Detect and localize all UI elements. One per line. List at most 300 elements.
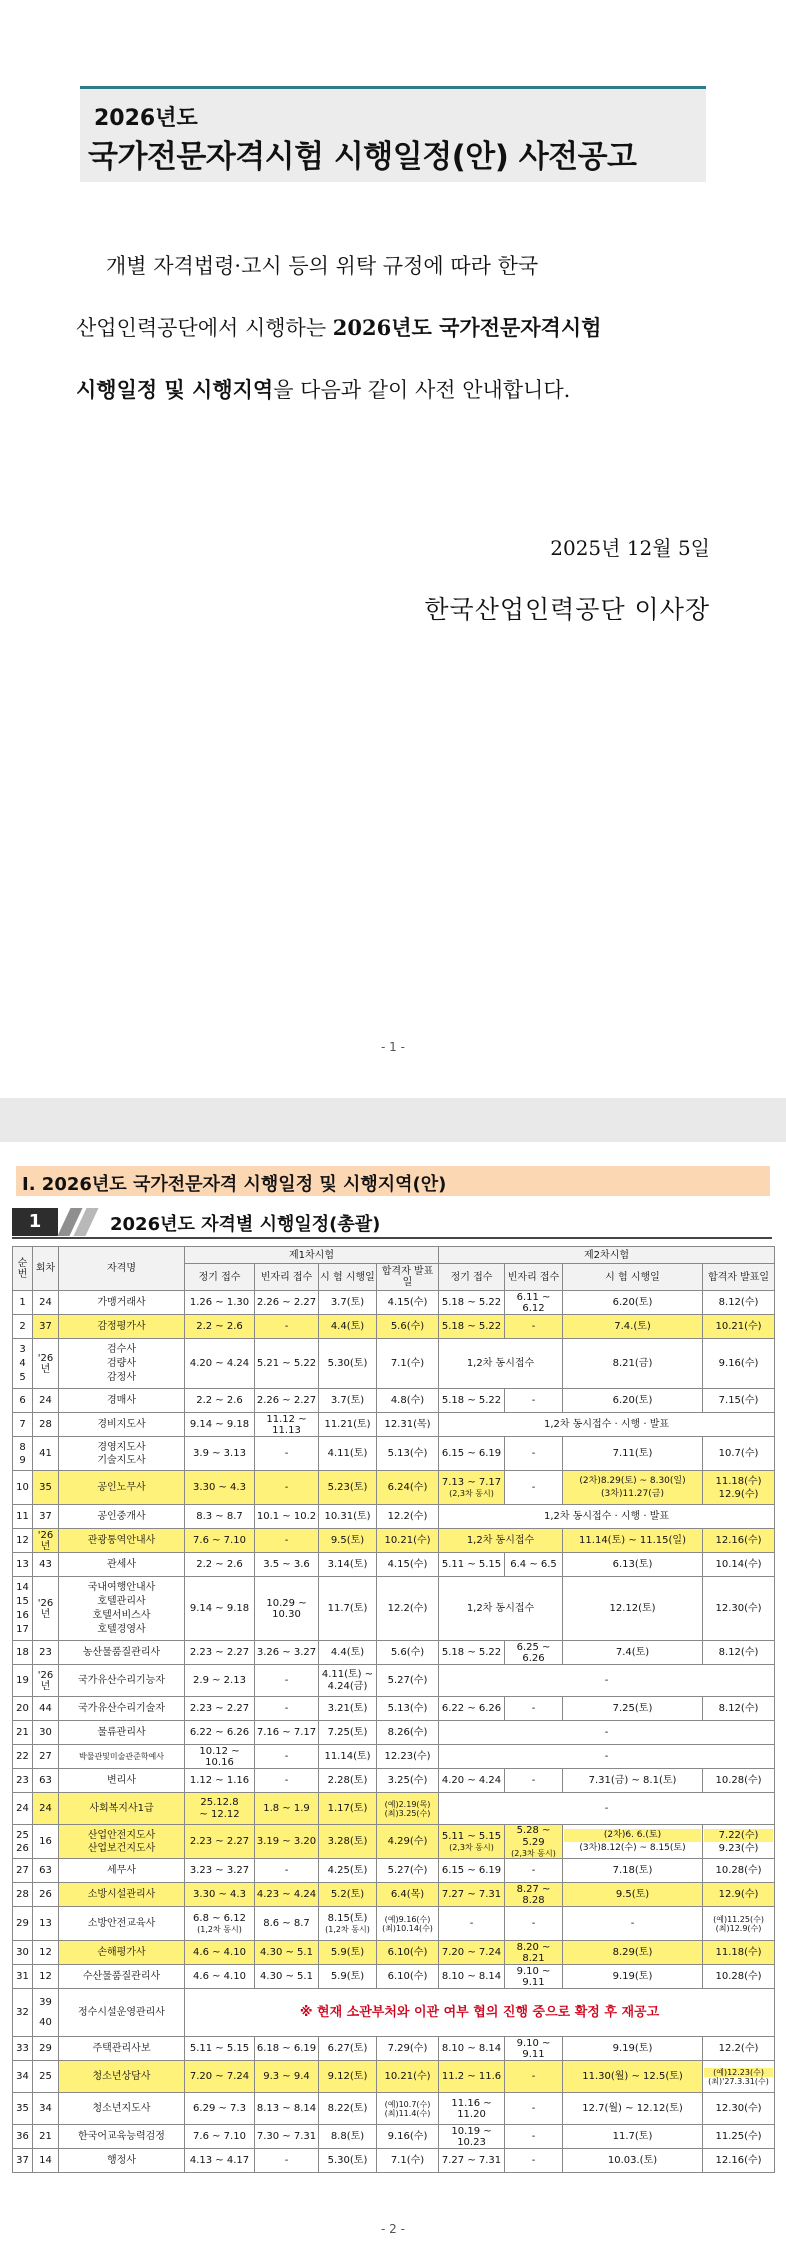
- cell-no: 30: [13, 1941, 33, 1965]
- cell-s-vac: -: [505, 1907, 563, 1941]
- cell-f-vac: 11.12 ~ 11.13: [255, 1413, 319, 1437]
- cell-name: 변리사: [59, 1769, 185, 1793]
- cell-f-vac: -: [255, 1859, 319, 1883]
- cell-f-exam: 5.9(토): [319, 1965, 377, 1989]
- cell-round: 63: [33, 1859, 59, 1883]
- cell-f-vac: 6.18 ~ 6.19: [255, 2037, 319, 2061]
- cell-f-exam: 11.7(토): [319, 1577, 377, 1641]
- table-row: [13, 1941, 775, 1965]
- cell-name: 소방안전교육사: [59, 1907, 185, 1941]
- header-second: 제2차시험: [439, 1247, 775, 1264]
- cell-s-vac: -: [505, 1769, 563, 1793]
- cell-second-none: -: [439, 1793, 775, 1825]
- cell-f-vac: 8.13 ~ 8.14: [255, 2093, 319, 2125]
- cell-f-reg: 6.22 ~ 6.26: [185, 1721, 255, 1745]
- table-row: [13, 1471, 775, 1505]
- cell-f-res-part: (예)9.16(수): [384, 1914, 431, 1924]
- cell-s-res: 10.28(수): [703, 1965, 775, 1989]
- cell-name: 관광통역안내사: [59, 1529, 185, 1553]
- cell-f-exam-note: (1,2차 동시): [325, 1925, 370, 1934]
- cell-s-reg: 5.18 ~ 5.22: [439, 1641, 505, 1665]
- cell-name-part: 호텔서비스사: [92, 1609, 151, 1621]
- cell-name: 국가유산수리기능자: [59, 1665, 185, 1697]
- cell-round: '26년: [33, 1339, 59, 1389]
- table-row: [13, 1553, 775, 1577]
- cell-f-exam: 5.9(토): [319, 1941, 377, 1965]
- cell-no: 13: [13, 1553, 33, 1577]
- cell-f-vac: 10.1 ~ 10.2: [255, 1505, 319, 1529]
- cell-f-exam: 8.8(토): [319, 2125, 377, 2149]
- cell-round: [33, 1989, 59, 2037]
- cell-s-reg: 6.15 ~ 6.19: [439, 1859, 505, 1883]
- table-row: [13, 1965, 775, 1989]
- cell-f-vac: 10.29 ~ 10.30: [255, 1577, 319, 1641]
- cell-f-exam: 5.30(토): [319, 2149, 377, 2173]
- cell-s-reg: 7.20 ~ 7.24: [439, 1941, 505, 1965]
- cell-s-res: 12.16(수): [703, 2149, 775, 2173]
- cell-no: 37: [13, 2149, 33, 2173]
- cell-name: 박물관및미술관준학예사: [59, 1745, 185, 1769]
- cell-s-res: 9.16(수): [703, 1339, 775, 1389]
- cell-s-res: 11.25(수): [703, 2125, 775, 2149]
- cell-s-res: 10.21(수): [703, 1315, 775, 1339]
- cell-round: 24: [33, 1389, 59, 1413]
- cell-s-reg-part: 7.13 ~ 7.17: [441, 1477, 502, 1488]
- cell-round: 24: [33, 1291, 59, 1315]
- cell-f-res: 6.4(목): [377, 1883, 439, 1907]
- cell-f-vac: 7.16 ~ 7.17: [255, 1721, 319, 1745]
- cell-s-reg: 11.2 ~ 11.6: [439, 2061, 505, 2093]
- cell-s-exam: 10.03.(토): [563, 2149, 703, 2173]
- cell-f-vac: -: [255, 1665, 319, 1697]
- cell-f-res: 6.10(수): [377, 1965, 439, 1989]
- intro-paragraph: [76, 236, 712, 421]
- cell-no: 21: [13, 1721, 33, 1745]
- cell-f-exam-part: 4.11(토) ~: [321, 1668, 374, 1680]
- cell-round: 37: [33, 1505, 59, 1529]
- cell-s-exam: -: [563, 1907, 703, 1941]
- subsection-number: 1: [12, 1208, 58, 1236]
- header-first: 제1차시험: [185, 1247, 439, 1264]
- table-row: [13, 1339, 775, 1389]
- cell-s-res: 10.28(수): [703, 1769, 775, 1793]
- cell-second-note: 1,2차 동시접수 · 시행 · 발표: [439, 1505, 775, 1529]
- cell-second-none: -: [439, 1665, 775, 1697]
- cell-name: 수산물품질관리사: [59, 1965, 185, 1989]
- cell-f-vac: -: [255, 1769, 319, 1793]
- cell-s-res: [703, 1907, 775, 1941]
- cell-round: '26년: [33, 1665, 59, 1697]
- cell-s-exam: 8.29(토): [563, 1941, 703, 1965]
- cell-f-reg: 4.6 ~ 4.10: [185, 1941, 255, 1965]
- cell-f-exam: 11.14(토): [319, 1745, 377, 1769]
- cell-s-exam: 6.20(토): [563, 1389, 703, 1413]
- cell-s-vac: 8.20 ~ 8.21: [505, 1941, 563, 1965]
- cell-f-res: 4.8(수): [377, 1389, 439, 1413]
- cell-no: 22: [13, 1745, 33, 1769]
- cell-s-vac: -: [505, 1389, 563, 1413]
- cell-no-part: 9: [19, 1454, 26, 1466]
- intro-line-1: 개별 자격법령·고시 등의 위탁 규정에 따라 한국: [106, 254, 539, 278]
- cell-f-exam: 8.22(토): [319, 2093, 377, 2125]
- cell-name: 공인중개사: [59, 1505, 185, 1529]
- cell-name: 관세사: [59, 1553, 185, 1577]
- issuer-signature: 한국산업인력공단 이사장: [424, 595, 710, 624]
- cell-s-exam: 12.12(토): [563, 1577, 703, 1641]
- cell-f-res: 6.24(수): [377, 1471, 439, 1505]
- cell-no: 34: [13, 2061, 33, 2093]
- cell-no-part: 25: [16, 1829, 29, 1841]
- cell-f-reg: 4.20 ~ 4.24: [185, 1339, 255, 1389]
- cell-s-reg: 8.10 ~ 8.14: [439, 2037, 505, 2061]
- notice-page-2: [0, 1142, 786, 2243]
- cell-s-reg: -: [439, 1907, 505, 1941]
- cell-s-reg: 6.15 ~ 6.19: [439, 1437, 505, 1471]
- header-name: 자격명: [59, 1247, 185, 1291]
- cell-f-vac: -: [255, 1471, 319, 1505]
- cell-f-vac: -: [255, 2149, 319, 2173]
- cell-name: 사회복지사1급: [59, 1793, 185, 1825]
- cell-f-reg: 7.6 ~ 7.10: [185, 1529, 255, 1553]
- cell-f-vac: 4.23 ~ 4.24: [255, 1883, 319, 1907]
- cell-f-vac: 3.19 ~ 3.20: [255, 1825, 319, 1859]
- header-s-vac: 빈자리 접수: [505, 1264, 563, 1291]
- header-s-exam: 시 험 시행일: [563, 1264, 703, 1291]
- cell-no: 33: [13, 2037, 33, 2061]
- cell-name-part: 산업안전지도사: [87, 1829, 156, 1841]
- cell-f-res: 3.25(수): [377, 1769, 439, 1793]
- cell-no: 1: [13, 1291, 33, 1315]
- cell-f-reg: 10.12 ~ 10.16: [185, 1745, 255, 1769]
- cell-f-exam: 11.21(토): [319, 1413, 377, 1437]
- cell-f-vac: 2.26 ~ 2.27: [255, 1291, 319, 1315]
- cell-f-vac: 3.26 ~ 3.27: [255, 1641, 319, 1665]
- cell-s-res: 8.12(수): [703, 1697, 775, 1721]
- cell-f-reg: 2.2 ~ 2.6: [185, 1315, 255, 1339]
- cell-f-res: 5.13(수): [377, 1437, 439, 1471]
- cell-name: 청소년상담사: [59, 2061, 185, 2093]
- cell-no: 6: [13, 1389, 33, 1413]
- cell-s-res: 12.30(수): [703, 1577, 775, 1641]
- cell-s-exam: 6.13(토): [563, 1553, 703, 1577]
- cell-f-res: 7.1(수): [377, 2149, 439, 2173]
- cell-s-res: 10.28(수): [703, 1859, 775, 1883]
- cell-no: 19: [13, 1665, 33, 1697]
- cell-s-exam-part: (2차)8.29(토) ~ 8.30(일): [579, 1475, 686, 1486]
- cell-s-res-part: 12.9(수): [718, 1488, 759, 1500]
- cell-round: '26년: [33, 1529, 59, 1553]
- cell-round: 13: [33, 1907, 59, 1941]
- cell-name: [59, 1825, 185, 1859]
- cell-no: 27: [13, 1859, 33, 1883]
- intro-bold: 2026년도 국가전문자격시험: [332, 315, 602, 340]
- cell-no-part: 17: [16, 1623, 29, 1635]
- cell-no-part: 3: [19, 1343, 26, 1355]
- table-row: [13, 1437, 775, 1471]
- cell-f-reg: 2.23 ~ 2.27: [185, 1641, 255, 1665]
- cell-s-res: 12.9(수): [703, 1883, 775, 1907]
- cell-f-exam: 9.12(토): [319, 2061, 377, 2093]
- cell-f-res: 4.29(수): [377, 1825, 439, 1859]
- cell-f-vac: 3.5 ~ 3.6: [255, 1553, 319, 1577]
- cell-f-exam: 9.5(토): [319, 1529, 377, 1553]
- cell-f-res: 5.27(수): [377, 1665, 439, 1697]
- cell-f-reg: 2.2 ~ 2.6: [185, 1389, 255, 1413]
- cell-round: 24: [33, 1793, 59, 1825]
- cell-s-exam: 7.25(토): [563, 1697, 703, 1721]
- cell-f-reg: 2.23 ~ 2.27: [185, 1697, 255, 1721]
- cell-s-reg: 5.11 ~ 5.15: [439, 1553, 505, 1577]
- cell-f-res: 10.21(수): [377, 2061, 439, 2093]
- table-row: [13, 1825, 775, 1859]
- cell-s-vac: -: [505, 1859, 563, 1883]
- cell-f-reg: 4.13 ~ 4.17: [185, 2149, 255, 2173]
- cell-f-reg: 1.26 ~ 1.30: [185, 1291, 255, 1315]
- cell-s-reg: 1,2차 동시접수: [439, 1339, 563, 1389]
- cell-f-reg: 2.23 ~ 2.27: [185, 1825, 255, 1859]
- table-row: [13, 1721, 775, 1745]
- cell-f-reg: 5.11 ~ 5.15: [185, 2037, 255, 2061]
- cell-round: 43: [33, 1553, 59, 1577]
- cell-round: 30: [33, 1721, 59, 1745]
- cell-s-exam: 7.18(토): [563, 1859, 703, 1883]
- page-gap: [0, 1098, 786, 1142]
- table-header-row: [13, 1247, 775, 1264]
- header-no: 순번: [13, 1247, 33, 1291]
- cell-s-exam: 7.11(토): [563, 1437, 703, 1471]
- cell-name: 세무사: [59, 1859, 185, 1883]
- cell-s-reg: 5.18 ~ 5.22: [439, 1315, 505, 1339]
- cell-f-reg: 7.6 ~ 7.10: [185, 2125, 255, 2149]
- cell-name-part: 감정사: [107, 1371, 136, 1383]
- cell-name: [59, 1437, 185, 1471]
- cell-f-vac: 8.6 ~ 8.7: [255, 1907, 319, 1941]
- cell-s-reg-note: (2,3차 동시): [449, 1843, 494, 1852]
- cell-f-reg-part: 6.8 ~ 6.12: [193, 1913, 246, 1924]
- intro-bold: 시행일정 및 시행지역: [76, 377, 274, 402]
- cell-round: 21: [33, 2125, 59, 2149]
- cell-f-res: 9.16(수): [377, 2125, 439, 2149]
- cell-f-exam: 4.4(토): [319, 1641, 377, 1665]
- table-row: [13, 1577, 775, 1641]
- intro-line-2: [76, 297, 712, 359]
- cell-s-exam-part: (3차)11.27(금): [601, 1488, 664, 1499]
- cell-no: [13, 1825, 33, 1859]
- intro-line-3: [76, 359, 712, 421]
- cell-second-note: 1,2차 동시접수 · 시행 · 발표: [439, 1413, 775, 1437]
- table-row: [13, 1413, 775, 1437]
- cell-s-reg: 4.20 ~ 4.24: [439, 1769, 505, 1793]
- table-row: [13, 1769, 775, 1793]
- cell-f-res: [377, 2093, 439, 2125]
- section-title: Ⅰ. 2026년도 국가전문자격 시행일정 및 시행지역(안): [16, 1166, 770, 1196]
- cell-name: 청소년지도사: [59, 2093, 185, 2125]
- table-row: [13, 1745, 775, 1769]
- cell-name-part: 호텔경영사: [97, 1623, 146, 1635]
- cell-f-reg: 8.3 ~ 8.7: [185, 1505, 255, 1529]
- header-s-res: 합격자 발표일: [703, 1264, 775, 1291]
- cell-name: 가맹거래사: [59, 1291, 185, 1315]
- cell-round: 12: [33, 1965, 59, 1989]
- cell-f-reg: [185, 1907, 255, 1941]
- cell-name-part: 국내여행안내사: [87, 1581, 156, 1593]
- table-row: [13, 1505, 775, 1529]
- cell-s-res: 8.12(수): [703, 1641, 775, 1665]
- cell-s-reg: 6.22 ~ 6.26: [439, 1697, 505, 1721]
- cell-name: 공인노무사: [59, 1471, 185, 1505]
- cell-f-vac: -: [255, 1529, 319, 1553]
- cell-no-part: 5: [19, 1371, 26, 1383]
- cell-f-exam: 3.21(토): [319, 1697, 377, 1721]
- cell-f-reg: 3.30 ~ 4.3: [185, 1883, 255, 1907]
- page-title: 국가전문자격시험 시행일정(안) 사전공고: [88, 139, 637, 175]
- table-row: [13, 1859, 775, 1883]
- cell-f-res: 5.6(수): [377, 1641, 439, 1665]
- cell-no: 18: [13, 1641, 33, 1665]
- cell-f-reg: 4.6 ~ 4.10: [185, 1965, 255, 1989]
- cell-s-exam: [563, 1471, 703, 1505]
- table-row: [13, 1641, 775, 1665]
- cell-second-none: -: [439, 1721, 775, 1745]
- cell-s-reg: 10.19 ~ 10.23: [439, 2125, 505, 2149]
- cell-f-exam-part: 8.15(토): [327, 1913, 368, 1924]
- cell-f-reg: [185, 1793, 255, 1825]
- notice-page-1: [0, 0, 786, 1098]
- cell-round: 41: [33, 1437, 59, 1471]
- table-row: [13, 1389, 775, 1413]
- cell-no: 35: [13, 2093, 33, 2125]
- cell-no: 12: [13, 1529, 33, 1553]
- cell-s-vac: 6.11 ~ 6.12: [505, 1291, 563, 1315]
- cell-no: [13, 1339, 33, 1389]
- cell-s-res: 11.18(수): [703, 1941, 775, 1965]
- cell-name: 한국어교육능력검정: [59, 2125, 185, 2149]
- cell-f-reg-note: (1,2차 동시): [197, 1925, 242, 1934]
- cell-round: 29: [33, 2037, 59, 2061]
- cell-f-vac: -: [255, 1437, 319, 1471]
- cell-no: [13, 1437, 33, 1471]
- cell-s-vac: -: [505, 1315, 563, 1339]
- cell-no-part: 4: [19, 1357, 26, 1369]
- cell-f-exam: 5.2(토): [319, 1883, 377, 1907]
- cell-s-exam: 7.31(금) ~ 8.1(토): [563, 1769, 703, 1793]
- cell-no: 20: [13, 1697, 33, 1721]
- cell-round: 25: [33, 2061, 59, 2093]
- cell-s-vac: -: [505, 1697, 563, 1721]
- cell-f-vac: 9.3 ~ 9.4: [255, 2061, 319, 2093]
- cell-s-reg-part: 5.11 ~ 5.15: [441, 1831, 502, 1842]
- cell-s-vac: -: [505, 1437, 563, 1471]
- cell-f-res-part: (최)11.4(수): [384, 2108, 431, 2118]
- cell-s-exam: 11.7(토): [563, 2125, 703, 2149]
- table-row: [13, 2037, 775, 2061]
- cell-no: [13, 1577, 33, 1641]
- cell-name-part: 검수사: [107, 1343, 136, 1355]
- cell-f-vac: -: [255, 1745, 319, 1769]
- cell-name: 경비지도사: [59, 1413, 185, 1437]
- cell-f-res: 5.6(수): [377, 1315, 439, 1339]
- cell-s-reg: 11.16 ~ 11.20: [439, 2093, 505, 2125]
- cell-f-reg: 9.14 ~ 9.18: [185, 1413, 255, 1437]
- cell-f-reg: 3.23 ~ 3.27: [185, 1859, 255, 1883]
- cell-name: 소방시설관리사: [59, 1883, 185, 1907]
- table-row: [13, 1315, 775, 1339]
- cell-s-vac: [505, 1825, 563, 1859]
- cell-second-none: -: [439, 1745, 775, 1769]
- cell-f-exam: 5.23(토): [319, 1471, 377, 1505]
- cell-s-exam: 7.4(토): [563, 1641, 703, 1665]
- cell-no: 7: [13, 1413, 33, 1437]
- cell-f-exam: 3.14(토): [319, 1553, 377, 1577]
- cell-s-res-part: (최)12.9(수): [715, 1923, 762, 1933]
- cell-s-res: [703, 2061, 775, 2093]
- cell-f-exam: 4.4(토): [319, 1315, 377, 1339]
- table-row: [13, 1793, 775, 1825]
- notice-date: 2025년 12월 5일: [550, 536, 710, 560]
- cell-s-res: 12.16(수): [703, 1529, 775, 1553]
- header-f-res: 합격자 발표일: [377, 1264, 439, 1291]
- cell-no-part: 8: [19, 1441, 26, 1453]
- table-row: [13, 2061, 775, 2093]
- cell-f-res: 12.2(수): [377, 1577, 439, 1641]
- cell-f-reg-part: 25.12.8: [200, 1796, 239, 1808]
- table-row: [13, 1907, 775, 1941]
- cell-f-res-part: (예)2.19(목): [384, 1799, 431, 1809]
- cell-s-reg: 5.18 ~ 5.22: [439, 1291, 505, 1315]
- cell-s-reg: 8.10 ~ 8.14: [439, 1965, 505, 1989]
- cell-s-vac: -: [505, 2061, 563, 2093]
- cell-no-part: 16: [16, 1609, 29, 1621]
- cell-round: 27: [33, 1745, 59, 1769]
- cell-s-res: 7.15(수): [703, 1389, 775, 1413]
- cell-no: 31: [13, 1965, 33, 1989]
- table-row: [13, 1291, 775, 1315]
- cell-f-exam-part: 4.24(금): [327, 1680, 368, 1692]
- cell-round: 35: [33, 1471, 59, 1505]
- cell-s-res: 10.7(수): [703, 1437, 775, 1471]
- cell-f-exam: 6.27(토): [319, 2037, 377, 2061]
- cell-s-res: 8.12(수): [703, 1291, 775, 1315]
- cell-s-exam: 9.19(토): [563, 2037, 703, 2061]
- cell-s-reg: [439, 1825, 505, 1859]
- cell-f-exam: 2.28(토): [319, 1769, 377, 1793]
- cell-name: [59, 1577, 185, 1641]
- cell-name-part: 기술지도사: [97, 1454, 146, 1466]
- cell-s-res-part: 9.23(수): [718, 1842, 759, 1854]
- cell-name-part: 호텔관리사: [97, 1595, 146, 1607]
- cell-s-res-part: (예)12.23(수): [704, 2068, 773, 2077]
- cell-s-vac: -: [505, 2149, 563, 2173]
- cell-f-reg: 2.2 ~ 2.6: [185, 1553, 255, 1577]
- cell-round: 44: [33, 1697, 59, 1721]
- cell-f-vac: 5.21 ~ 5.22: [255, 1339, 319, 1389]
- cell-s-res: 12.2(수): [703, 2037, 775, 2061]
- cell-no: 24: [13, 1793, 33, 1825]
- cell-f-res: 7.29(수): [377, 2037, 439, 2061]
- cell-no: 2: [13, 1315, 33, 1339]
- cell-round: 14: [33, 2149, 59, 2173]
- cell-s-vac: -: [505, 2093, 563, 2125]
- cell-s-res-part: (예)11.25(수): [713, 1914, 764, 1924]
- table-row: [13, 2125, 775, 2149]
- header-f-vac: 빈자리 접수: [255, 1264, 319, 1291]
- cell-s-vac: 8.27 ~ 8.28: [505, 1883, 563, 1907]
- cell-f-reg-part: ~ 12.12: [199, 1808, 240, 1820]
- cell-s-vac: -: [505, 2125, 563, 2149]
- table-row: [13, 1665, 775, 1697]
- cell-no-part: 14: [16, 1581, 29, 1593]
- cell-s-reg-note: (2,3차 동시): [449, 1489, 494, 1498]
